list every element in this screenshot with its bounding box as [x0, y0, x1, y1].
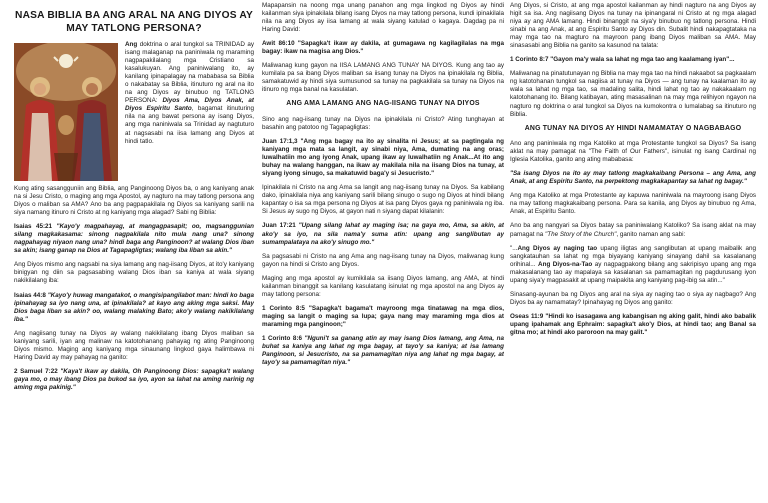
paragraph: Sa pagsasabi ni Cristo na ang Ama ang nag-iisang tunay na Diyos, maliwanag kung gayon na hindi si Cristo ang Diyos.	[262, 252, 504, 268]
paragraph: Ipinakilala ni Cristo na ang Ama sa langit ang nag-iisang tunay na Diyos. Sa kabilang dako, ipinakilala niya ang kaniyang sarili bilang sinugo o sugo ng Diyos at hindi bilang kapantay o isa sa mga persona ng Diyos at isa pang Diyos gaya ng paniniwala ng iba. Si Jesus ay sugo ng Diyos, at gayon nati n siyang dapat kilalanin:	[262, 184, 504, 216]
quote-story-of-the-church: "...Ang Diyos ay naging tao upang iligtas ang sanglibutan at upang maibalik ang sangkatauhan sa lahat ng mga biyayang kaniyang sinayang dahil sa kasalanang orihinal... Ang Diyos-na-Tao ay nagpagpakong bilang ang sakripisyo upang ang mga makasalanang tao ay mapalaya sa kasalanan sa pamamagitan ng pagdurusang iyon upang siya'y magpasakit at upang maipakita ang kaniyang pag-ibig sa atin..."	[510, 244, 756, 284]
paragraph: Sino ang nag-iisang tunay na Diyos na ipinakilala ni Cristo? Ating tunghayan at basahin ang patotoo ng Tagapagligtas:	[262, 115, 504, 132]
column-3	[510, 0, 756, 503]
paragraph: Ang Diyos, si Cristo, at ang mga apostol kailanman ay hindi nagturo na ang Diyos ay higit sa isa. Ang nagiisang Diyos na tunay na ipinangaral ni Cristo at ng mga alagad niya ay ang AMA lamang. Hindi binanggit na siya'y binubuo ng tatlong persona. Hindi sinabi na ang Anak, at ang Espiritu Santo ay Diyos din. Subalit hindi nakapagtataka na may mga tao na magturo na mayroon pang ibang Diyos maliban sa AMA. May sinasasabi ang Biblia na ganito sa kasunod na talata:	[510, 2, 756, 50]
paragraph: Maging ang mga apostol ay kumikilala sa iisang Diyos lamang, ang AMA, at hindi kailanman binanggit sa kanilang kasulatang isinulat ng mga apostol na ang Diyos ay may tatlong persona:	[262, 274, 504, 298]
scripture-1-corinto-8-7: 1 Corinto 8:7 "Gayon ma'y wala sa lahat ng mga tao ang kaalamang iyan"...	[510, 56, 735, 64]
trinity-painting-illustration	[14, 43, 118, 181]
paragraph: Kung ating sasangguniin ang Biblia, ang Panginoong Diyos ba, o ang kaniyang anak na si Jesu Cristo, o maging ang mga Apostol, ay nagturo na may tatlong persona ang Diyos o maliban sa AMA? Ano ba ang pagpapakilala ng Diyos sa kaniyang sarili na siya namang itinuro ni Cristo at ng kaniyang mga alagad? Sabi ng Biblia:	[14, 185, 254, 217]
scripture-awit-86: Awit 86:10 "Sapagka't ikaw ay dakila, at gumagawa ng kagilagilalas na mga bagay: ikaw na magisa ang Dios."	[262, 40, 504, 56]
scripture-1-corinto-8-6: 1 Corinto 8:6 "Nguni't sa ganang atin ay may isang Dios lamang, ang Ama, na buhat sa kaniya ang lahat ng mga bagay, at tayo'y sa kaniya; at isa lamang Panginoon, si Jesucristo, na sa pamamagitan niya ang lahat ng mga bagay, at tayo'y sa pamamagitan niya."	[262, 335, 504, 367]
section-heading: ANG TUNAY NA DIYOS AY HINDI NAMAMATAY O NAGBABAGO	[524, 124, 742, 132]
intro-paragraph: Ang doktrina o aral tungkol sa TRINIDAD ay isang malaganap na paniniwala ng maraming nagpapakilalang mga Cristiano sa kasalukuyan. Ang paniniwalang ito, ay kanilang ipinapalagay na mababasa sa Biblia o nakabatay sa Biblia, itinuturo ng aral na ito na ang Diyos ay binubuo ng TATLONG PERSONA: Diyos Ama, Diyos Anak, at Diyos Espiritu Santo, bagamat itinuturing nila na ang bawat persona ay isang Diyos, ang mga naniniwala sa Trinidad ay nagtuturo at nagsasabi na iisa lamang ang Diyos at hindi tatlo.	[125, 41, 254, 145]
scripture-1-corinto-8-5: 1 Corinto 8:5 "Sapagka't bagama't mayroong mga tinatawag na mga dios, maging sa langit o maging sa lupa; gaya nang may maraming mga dios at maraming mga panginoon;"	[262, 304, 504, 328]
document-title: NASA BIBLIA BA ANG ARAL NA ANG DIYOS AY MAY TATLONG PERSONA?	[15, 10, 253, 34]
scripture-isaias-44: Isaias 44:8 "Kayo'y huwag mangatakot, o mangisipangilabot man: hindi ko baga ipinahayag sa iyo nang una, at ipinakilala? at kayo ang aking mga saksi. May Dios baga liban sa akin? oo, walang malaking Bato; ako'y walang nakikilalang iba."	[14, 291, 254, 323]
section-heading: ANG AMA LAMANG ANG NAG-IISANG TUNAY NA DIYOS	[286, 100, 480, 108]
paragraph: Ano ang paniniwala ng mga Katoliko at mga Protestante tungkol sa Diyos? Sa isang aklat na may pamagat na "The Faith of Our Fathers", isinulat ng isang Cardinal ng Iglesia Katolika, ganito ang ating mababasa:	[510, 140, 756, 164]
column-1	[14, 0, 254, 503]
quote-faith-of-our-fathers: "Sa isang Diyos na ito ay may tatlong magkakaibang Persona – ang Ama, ang Anak, at ang Espiritu Santo, na perpektong magkakapantay sa lahat ng bagay."	[510, 170, 756, 186]
paragraph: Mapapansin na noong mga unang panahon ang mga lingkod ng Diyos ay hindi kailanman siya ipinakilala bilang isang Diyos na may tatlong persona, kundi ipinakilala nila na ang Diyos ay iisa lamang at wala siyang katulad o kagaya. Dagdag pa ni Haring David:	[262, 2, 504, 34]
scripture-juan-17-21: Juan 17:21 "Upang silang lahat ay maging isa; na gaya mo, Ama, sa akin, at ako'y sa iyo, na sila nama'y suma atin: upang ang sanglibutan ay sumampalataya na ako'y sinugo mo."	[262, 222, 504, 246]
scripture-juan-17-1: Juan 17:1,3 "Ang mga bagay na ito ay sinalita ni Jesus; at sa pagtingala ng kaniyang mga mata sa langit, ay sinabi niya, Ama, dumating na ang oras; luwalhatiin mo ang iyong Anak, upang ikaw ay luwalhatiin ng Anak...At ito ang buhay na walang hanggan, na ikaw ay makilala nila na iisang Dios na tunay, at siyang iyong sinugo, sa makatuwid baga'y si Jesucristo."	[262, 138, 504, 178]
paragraph: Ang Diyos mismo ang nagsabi na siya lamang ang nag-iisang Diyos, at ito'y kaniyang binigyan ng diin sa pagsasabing walang Dios iban sa kaniya at wala siyang nakikilalang iba:	[14, 261, 254, 285]
paragraph: Ang nagiisang tunay na Diyos ay walang nakikilalang ibang Diyos maliban sa kaniyang sarili, iyan ang malinaw na katotohanang pahayag ng ating Panginoong Diyos mismo. Maging ang kaniyang mga sinaunang lingkod gaya halimbawa ni Haring David ay may pahayag na ganito:	[14, 329, 254, 361]
scripture-oseas-11-9: Oseas 11:9 "Hindi ko isasagawa ang kabangisan ng aking galit, hindi ako babalik upang ipahamak ang Ephraim: sapagka't ako'y Dios, at hindi tao; ang Banal sa gitna mo; at hindi ako paroroon na may galit."	[510, 312, 756, 336]
trinity-painting	[14, 43, 118, 181]
paragraph: Ang mga Katoliko at mga Protestante ay kapuwa naniniwala na mayroong isang Diyos na may tatlong magkakaibang persona. Para sa kanila, ang Diyos ay binubuo ng Ama, Anak, at Espiritu Santo.	[510, 192, 756, 216]
scripture-2-samuel: 2 Samuel 7:22 "Kaya't ikaw ay dakila, Oh Panginoong Dios: sapagka't walang gaya mo, o may ibang Dios pa bukod sa iyo, ayon sa lahat na aming narinig ng aming mga pakinig."	[14, 367, 254, 391]
paragraph: Sinasang-ayunan ba ng Diyos ang aral na siya ay naging tao o siya ay nagbago? Ang Diyos ba ay namamatay? Ipinahayag ng Diyos ang ganito:	[510, 290, 756, 306]
column-2	[262, 0, 504, 503]
paragraph: Maliwanag kung gayon na IISA LAMANG ANG TUNAY NA DIYOS. Kung ang tao ay kumilala pa sa ibang Diyos maliban sa iisang tunay na Diyos na ipinakilala ng Biblia, samakatuwid ay hindi siya sumusunod sa tunay na pagkakilala sa tunay na Diyos na itinuro ng mga banal na kasulatan.	[262, 62, 504, 94]
paragraph: Ano ba ang nangyari sa Diyos batay sa paniniwalang Katoliko? Sa isang aklat na may pamagat na "The Story of the Church", ganito naman ang sabi:	[510, 222, 756, 238]
scripture-isaias-45: Isaias 45:21 "Kayo'y magpahayag, at mangagpasapit; oo, magsanggunian silang magkakasama: sinong nagpakilala nito mula nang una? sinong nagpahayag niyaon nang una? hindi baga ang Panginoon? at walang Dios iban sa akin; isang ganap na Dios at Tagapagligtas; walang iba liban sa akin."	[14, 223, 254, 255]
paragraph: Maliwanag na pinatutunayan ng Biblia na may mga tao na hindi nakaabot sa pagkaalam ng katotohanan tungkol sa nagiisa at tunay na Diyos — ang tunay na kaalaman ito ay wala sa lahat ng mga tao, sa madaling salita, hindi lahat ng tao ay nakakaalam ng katotohanang ito. Bilang katibayan, ating masasalinan na may mga relihiyon ngayon na nagturo ng doktrina o aral tungkol sa Diyos na kumokontra o lumalabag sa itinuturo ng Biblia.	[510, 70, 756, 118]
intro-section	[14, 41, 254, 185]
